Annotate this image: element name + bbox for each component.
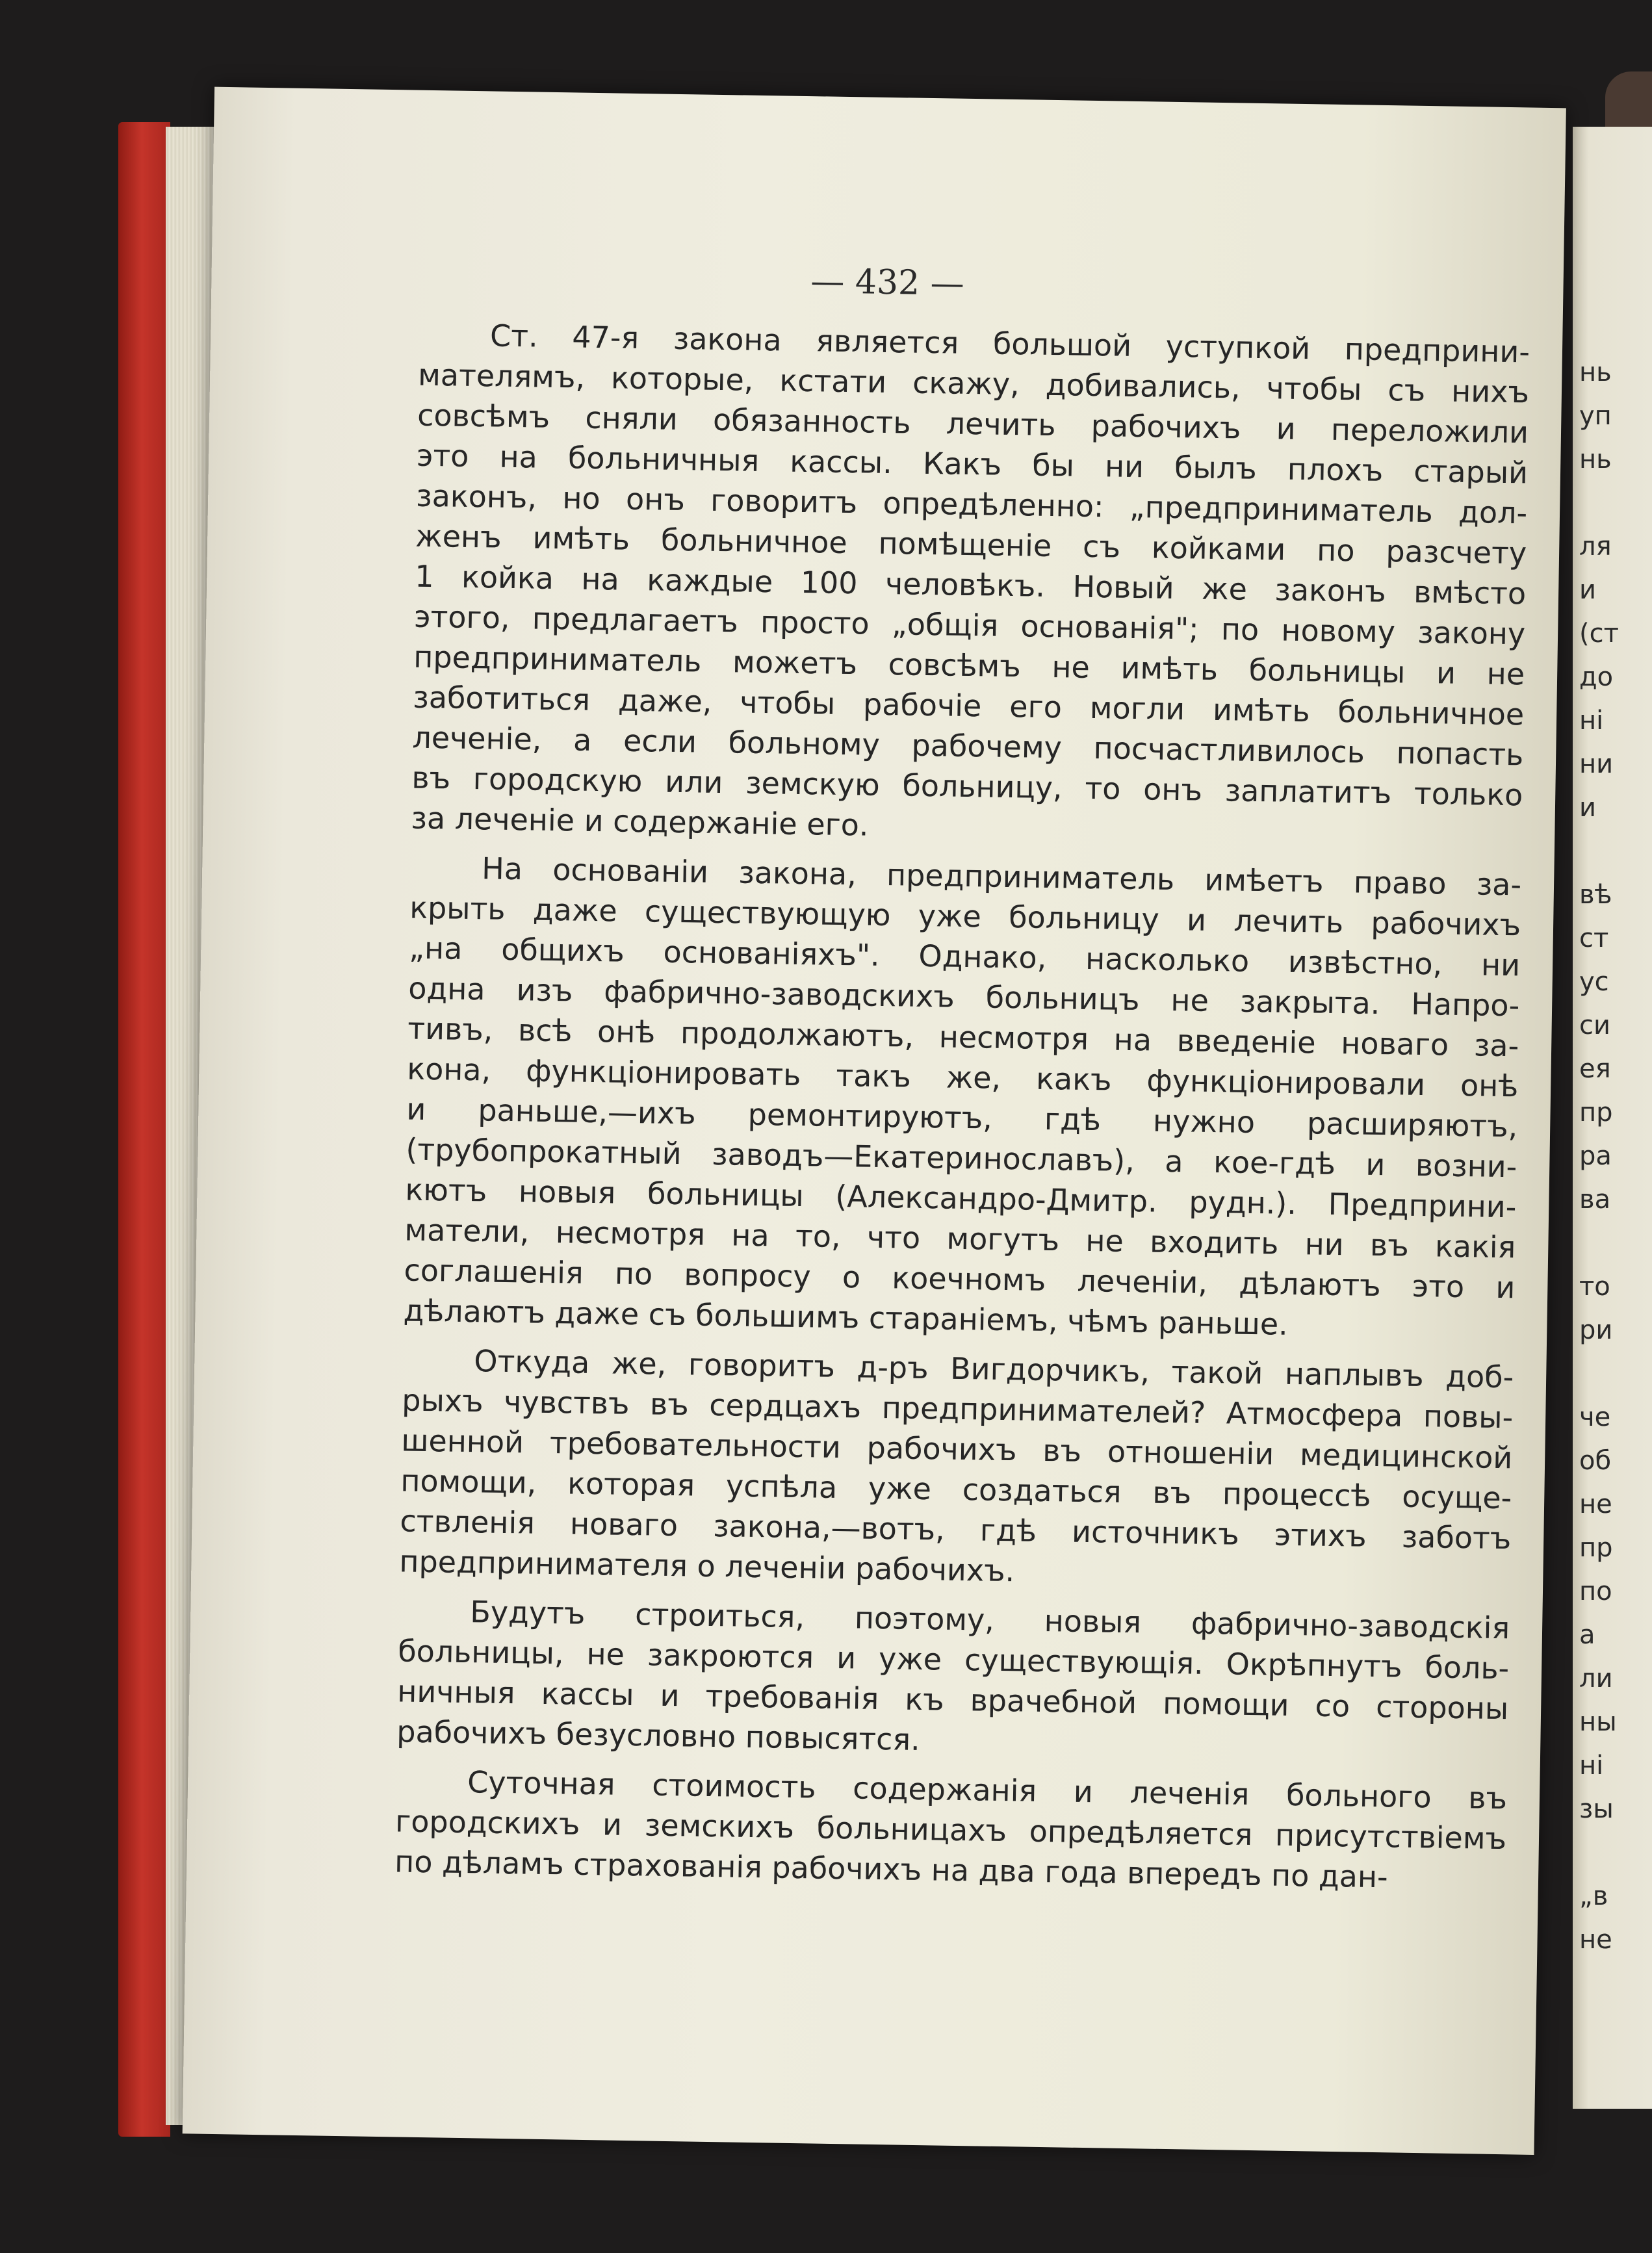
next-page-line-fragment: по — [1579, 1577, 1612, 1606]
text-line: Ст. 47-я закона является большой уступкой предприни- — [489, 318, 1530, 370]
text-line: помощи, которая успѣла уже создаться въ процессѣ осуще- — [400, 1463, 1512, 1516]
next-page-line-fragment — [1573, 1352, 1619, 1396]
next-page-line-fragment: ус — [1579, 967, 1609, 997]
text-line: городскихъ и земскихъ больницахъ опредѣляется присутствіемъ — [394, 1803, 1507, 1857]
text-line: „на общихъ основаніяхъ". Однако, насколько извѣстно, ни — [408, 930, 1521, 983]
text-line: дѣлаютъ даже съ большимъ стараніемъ, чѣмъ раньше. — [403, 1293, 1289, 1342]
text-line: рабочихъ безусловно повысятся. — [396, 1714, 921, 1758]
next-page-line-fragment: ні — [1579, 1751, 1604, 1781]
next-page-line-fragment: ля — [1579, 532, 1612, 561]
next-page-line-fragment: не — [1579, 1489, 1612, 1519]
text-line: больницы, не закроются и уже существующія. Окрѣпнутъ боль- — [397, 1633, 1510, 1686]
text-line: рыхъ чувствъ въ сердцахъ предпринимателей? Атмосфера повы- — [401, 1382, 1514, 1435]
text-line: предпринимателя о леченіи рабочихъ. — [399, 1543, 1015, 1589]
text-line: Будутъ строиться, поэтому, новыя фабрично-заводскія — [469, 1594, 1510, 1646]
next-page-line-fragment: нь — [1579, 444, 1612, 474]
next-page-line-fragment: ст — [1579, 923, 1609, 953]
book-cover-edge — [118, 122, 170, 2137]
text-line: мателямъ, которые, кстати скажу, добивались, чтобы съ нихъ — [417, 357, 1530, 410]
next-page-line-fragment: нь — [1579, 357, 1612, 387]
next-page-line-fragment: вѣ — [1579, 880, 1612, 910]
text-line: это на больничныя кассы. Какъ бы ни былъ плохъ старый — [416, 437, 1529, 491]
next-page-line-fragment: ни — [1579, 749, 1614, 779]
text-line: (трубопрокатный заводъ—Екатеринославъ), а кое-гдѣ и возни- — [406, 1131, 1517, 1185]
next-page-line-fragment: пр — [1579, 1098, 1613, 1127]
text-line: шенной требовательности рабочихъ въ отношеніи медицинской — [401, 1423, 1513, 1476]
next-page-line-fragment: об — [1579, 1446, 1612, 1476]
text-line: Суточная стоимость содержанія и леченія больного въ — [467, 1764, 1508, 1816]
text-line: совсѣмъ сняли обязанность лечить рабочихъ и переложили — [417, 397, 1529, 450]
next-page-line-fragment — [1573, 1831, 1619, 1875]
text-line: предприниматель можетъ совсѣмъ не имѣть больницы и не — [413, 639, 1525, 692]
text-line: На основаніи закона, предприниматель имѣетъ право за- — [481, 851, 1522, 903]
next-page-line-fragment — [1573, 830, 1619, 873]
page-number: — 432 — — [810, 262, 965, 303]
paragraph — [399, 1339, 1514, 1599]
text-line: по дѣламъ страхованія рабочихъ на два года впередъ по дан- — [394, 1844, 1389, 1895]
next-page-line-fragment: не — [1579, 1925, 1612, 1955]
next-page-line-fragment: си — [1579, 1011, 1610, 1040]
next-page-line-fragment: (ст — [1579, 619, 1619, 649]
text-line: одна изъ фабрично-заводскихъ больницъ не закрыта. Напро- — [407, 970, 1520, 1024]
text-line: этого, предлагаетъ просто „общія основанія"; по новому закону — [413, 599, 1526, 652]
next-page-line-fragment: ра — [1579, 1141, 1612, 1171]
text-line: матели, несмотря на то, что могутъ не входить ни въ какія — [404, 1212, 1516, 1265]
next-page-line-fragment: ли — [1579, 1664, 1613, 1693]
text-line: и раньше,—ихъ ремонтируютъ, гдѣ нужно расширяютъ, — [406, 1091, 1518, 1144]
next-page-line-fragment: и — [1579, 793, 1596, 823]
next-page-line-fragment: то — [1579, 1272, 1610, 1302]
next-page-line-fragment: ны — [1579, 1707, 1617, 1737]
next-page-line-fragment: ри — [1579, 1315, 1613, 1345]
text-line: законъ, но онъ говоритъ опредѣленно: „предприниматель дол- — [415, 478, 1528, 531]
text-line: за леченіе и содержаніе его. — [411, 800, 869, 843]
text-line: крыть даже существующую уже больницу и лечить рабочихъ — [409, 890, 1521, 943]
text-line: заботиться даже, чтобы рабочіе его могли имѣть больничное — [412, 679, 1525, 732]
text-line: соглашенія по вопросу о коечномъ леченіи, дѣлаютъ это и — [404, 1252, 1516, 1306]
paragraph — [411, 315, 1530, 856]
next-page-line-fragment: ні — [1579, 706, 1604, 736]
next-page-line-fragment: ва — [1579, 1185, 1611, 1215]
text-line: кютъ новыя больницы (Александро-Дмитр. рудн.). Предприни- — [405, 1172, 1517, 1225]
text-line: 1 койка на каждые 100 человѣкъ. Новый же законъ вмѣсто — [414, 558, 1527, 612]
text-line: въ городскую или земскую больницу, то онъ заплатитъ только — [411, 760, 1523, 813]
next-page-line-fragment: „в — [1579, 1881, 1608, 1911]
paragraph — [396, 1590, 1510, 1769]
next-page-line-fragment — [1573, 1222, 1619, 1265]
next-page-text — [1573, 351, 1619, 1962]
next-page-line-fragment: пр — [1579, 1533, 1613, 1563]
book-page — [183, 87, 1566, 2155]
text-line: кона, функціонировать такъ же, какъ функціонировали онѣ — [407, 1051, 1519, 1104]
page-body-text — [394, 315, 1530, 1909]
next-page-line-fragment: уп — [1579, 401, 1612, 431]
next-page-line-fragment: че — [1579, 1402, 1611, 1432]
next-page-line-fragment: до — [1579, 662, 1614, 692]
text-line: ствленія новаго закона,—вотъ, гдѣ источникъ этихъ заботъ — [400, 1503, 1512, 1556]
next-page-line-fragment: а — [1579, 1620, 1595, 1650]
next-page-line-fragment: ея — [1579, 1054, 1611, 1084]
next-page-line-fragment: и — [1579, 575, 1596, 605]
next-page-line-fragment: зы — [1579, 1794, 1614, 1824]
paragraph — [403, 847, 1521, 1348]
next-page-line-fragment — [1573, 482, 1619, 525]
text-line: Откуда же, говоритъ д-ръ Вигдорчикъ, такой наплывъ доб- — [473, 1343, 1514, 1395]
paragraph — [394, 1760, 1508, 1899]
text-line: леченіе, а если больному рабочему посчастливилось попасть — [412, 719, 1524, 773]
text-line: женъ имѣть больничное помѣщеніе съ койками по разсчету — [415, 518, 1527, 571]
next-page-fragment — [1573, 127, 1652, 2109]
text-line: тивъ, всѣ онѣ продолжаютъ, несмотря на введеніе новаго за- — [407, 1011, 1519, 1064]
text-line: ничныя кассы и требованія къ врачебной помощи со стороны — [396, 1673, 1509, 1727]
